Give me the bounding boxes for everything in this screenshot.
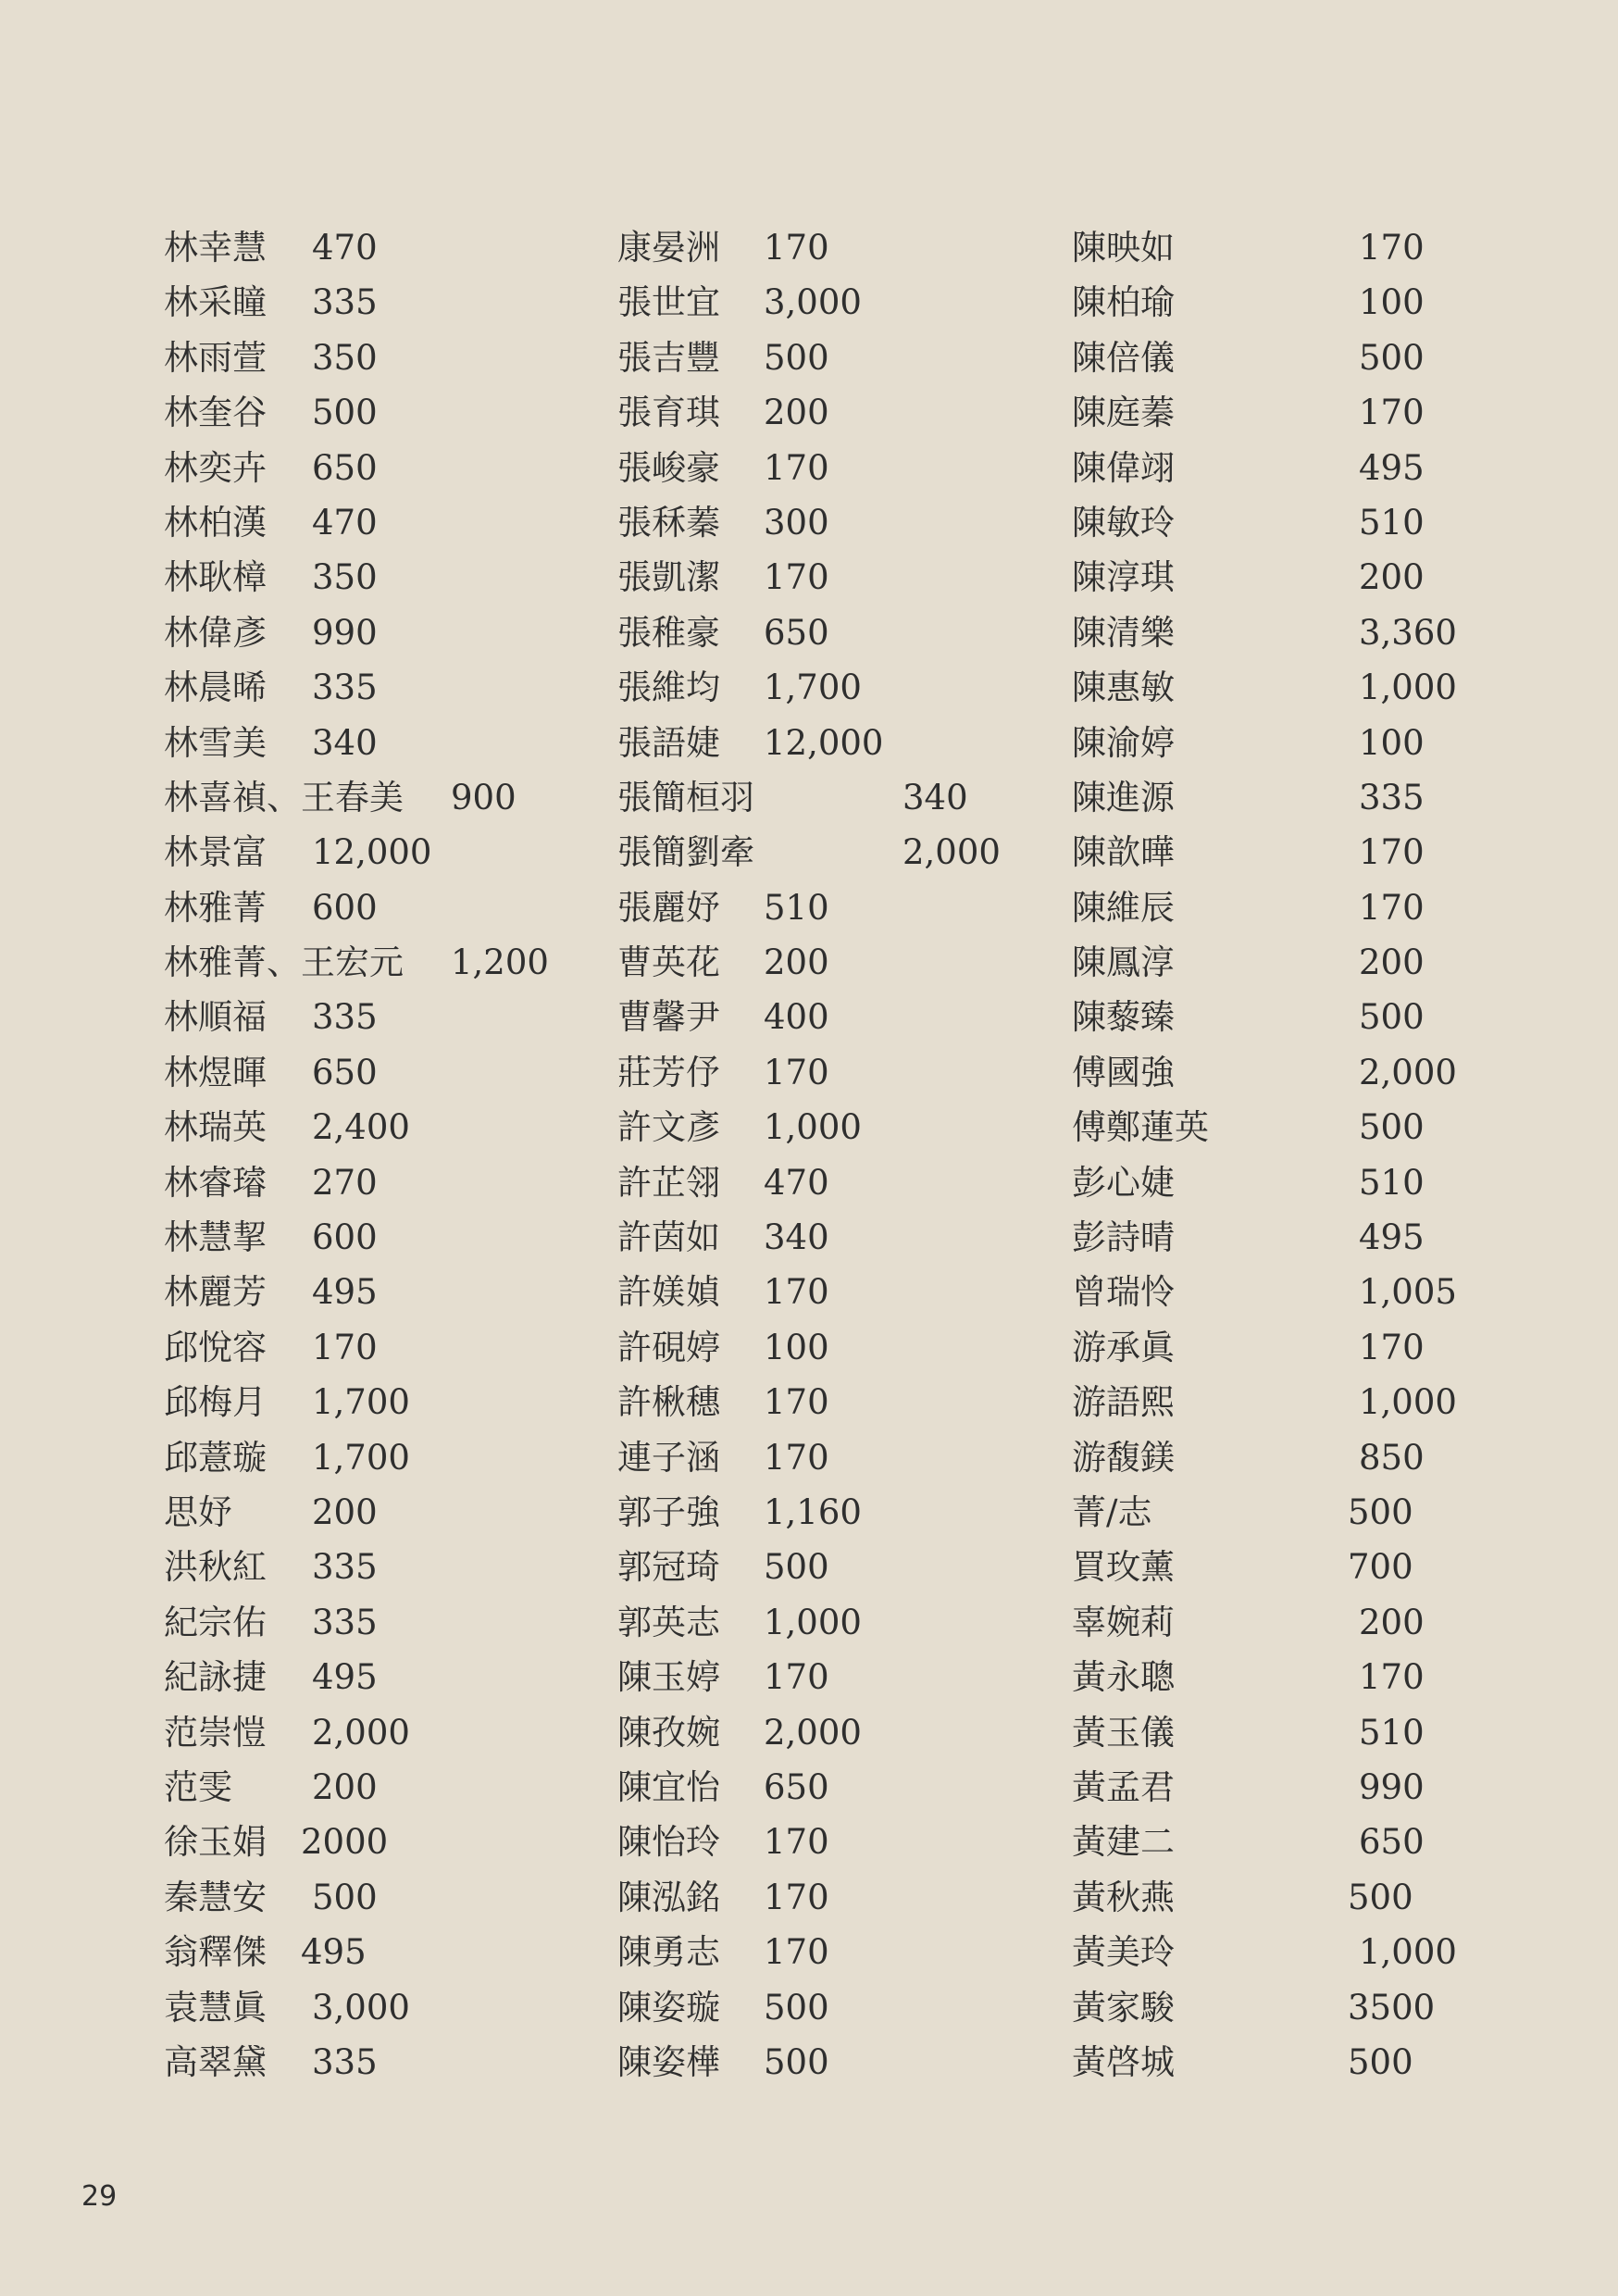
donation-amount: 1,700 (764, 668, 862, 708)
donor-name: 曾瑞怜 (1072, 1272, 1175, 1313)
donation-amount: 650 (764, 612, 829, 653)
donor-name: 黃美玲 (1072, 1932, 1175, 1973)
donor-name: 林雪美 (164, 722, 267, 763)
donation-amount: 170 (1359, 1657, 1425, 1698)
donation-amount: 200 (764, 942, 829, 983)
donor-name: 郭子強 (617, 1491, 720, 1532)
donation-amount: 200 (1359, 557, 1425, 598)
donation-amount: 335 (312, 668, 378, 708)
donation-amount: 12,000 (764, 722, 884, 763)
donation-amount: 200 (764, 393, 829, 433)
donation-amount: 1,700 (312, 1437, 410, 1478)
donation-amount: 400 (764, 997, 829, 1038)
donor-name: 張麗妤 (617, 887, 720, 928)
donor-name: 紀宗佑 (164, 1602, 267, 1642)
donation-amount: 495 (312, 1657, 378, 1698)
donation-amount: 200 (1359, 942, 1425, 983)
donation-amount: 500 (312, 393, 378, 433)
donation-amount: 600 (312, 1217, 378, 1258)
donor-name: 邱悅容 (164, 1327, 267, 1367)
donation-amount: 340 (764, 1217, 829, 1258)
donation-amount: 2,000 (902, 832, 1001, 873)
donor-name: 張語婕 (617, 722, 720, 763)
donation-amount: 100 (764, 1327, 829, 1367)
donor-name: 黃孟君 (1072, 1766, 1175, 1807)
donor-name: 陳藜臻 (1072, 997, 1175, 1038)
donor-name: 范崇愷 (164, 1712, 267, 1753)
donor-name: 連子涵 (617, 1437, 720, 1478)
donation-amount: 12,000 (312, 832, 432, 873)
donor-name: 陳宜怡 (617, 1766, 720, 1807)
donor-name: 陳庭蓁 (1072, 393, 1175, 433)
donation-amount: 170 (764, 1272, 829, 1313)
donation-amount: 3,000 (764, 282, 862, 323)
donation-amount: 495 (1359, 1217, 1425, 1258)
donation-amount: 170 (764, 1382, 829, 1423)
donor-name: 陳惠敏 (1072, 668, 1175, 708)
donor-name: 陳淳琪 (1072, 557, 1175, 598)
donation-amount: 335 (312, 997, 378, 1038)
donation-amount: 900 (451, 777, 517, 817)
donation-amount: 170 (1359, 393, 1425, 433)
donation-amount: 510 (764, 887, 829, 928)
donor-name: 林慧挈 (164, 1217, 267, 1258)
donation-amount: 1,005 (1359, 1272, 1457, 1313)
donor-name: 陳進源 (1072, 777, 1175, 817)
donation-amount: 500 (764, 1987, 829, 2028)
donation-amount: 500 (764, 337, 829, 378)
donation-amount: 510 (1359, 1162, 1425, 1203)
donor-name: 張育琪 (617, 393, 720, 433)
donor-name: 林柏漢 (164, 502, 267, 543)
donation-amount: 650 (312, 1052, 378, 1092)
donation-amount: 335 (312, 1602, 378, 1642)
donor-name: 陳勇志 (617, 1932, 720, 1973)
donation-amount: 990 (1359, 1766, 1425, 1807)
donor-name: 邱薏璇 (164, 1437, 267, 1478)
donation-amount: 335 (312, 282, 378, 323)
donation-amount: 650 (312, 447, 378, 488)
donor-name: 陳泓銘 (617, 1877, 720, 1917)
donor-name: 林晨晞 (164, 668, 267, 708)
donation-amount: 500 (1348, 1491, 1413, 1532)
donor-name: 陳映如 (1072, 228, 1175, 268)
donor-name: 黃永聰 (1072, 1657, 1175, 1698)
donation-amount: 650 (764, 1766, 829, 1807)
donation-amount: 350 (312, 337, 378, 378)
donation-amount: 1,000 (764, 1602, 862, 1642)
donor-name: 邱梅月 (164, 1382, 267, 1423)
donor-name: 林景富 (164, 832, 267, 873)
donor-name: 許茵如 (617, 1217, 720, 1258)
donation-amount: 170 (764, 228, 829, 268)
donation-amount: 500 (1359, 997, 1425, 1038)
donor-name: 張世宜 (617, 282, 720, 323)
donation-amount: 170 (1359, 832, 1425, 873)
donation-amount: 340 (902, 777, 968, 817)
donor-name: 傅鄭蓮英 (1072, 1107, 1209, 1148)
donation-amount: 200 (1359, 1602, 1425, 1642)
donation-amount: 1,000 (1359, 1932, 1457, 1973)
donation-amount: 500 (764, 1547, 829, 1588)
donation-amount: 170 (764, 1052, 829, 1092)
donation-amount: 500 (1348, 1877, 1413, 1917)
donor-name: 張凱潔 (617, 557, 720, 598)
donation-amount: 270 (312, 1162, 378, 1203)
donor-name: 張簡劉牽 (617, 832, 754, 873)
donation-amount: 3500 (1348, 1987, 1436, 2028)
donation-amount: 170 (764, 447, 829, 488)
donor-name: 陳渝婷 (1072, 722, 1175, 763)
donor-name: 高翠黛 (164, 2041, 267, 2082)
donor-name: 陳敏玲 (1072, 502, 1175, 543)
donor-name: 林雅菁、王宏元 (164, 942, 404, 983)
donor-name: 林耿樟 (164, 557, 267, 598)
donor-name: 黃秋燕 (1072, 1877, 1175, 1917)
donor-name: 徐玉娟 (164, 1822, 267, 1863)
donation-amount: 500 (764, 2041, 829, 2082)
donor-name: 林睿璿 (164, 1162, 267, 1203)
donor-name: 許文彥 (617, 1107, 720, 1148)
donor-name: 許芷翎 (617, 1162, 720, 1203)
donation-amount: 650 (1359, 1822, 1425, 1863)
donation-amount: 2,400 (312, 1107, 410, 1148)
donor-name: 林奕卉 (164, 447, 267, 488)
donation-amount: 1,000 (1359, 668, 1457, 708)
donor-name: 黃家駿 (1072, 1987, 1175, 2028)
donor-name: 游馥鎂 (1072, 1437, 1175, 1478)
donor-name: 陳鳳淳 (1072, 942, 1175, 983)
donor-name: 曹馨尹 (617, 997, 720, 1038)
donation-amount: 700 (1348, 1547, 1413, 1588)
donor-name: 陳柏瑜 (1072, 282, 1175, 323)
donor-name: 林幸慧 (164, 228, 267, 268)
donor-name: 林麗芳 (164, 1272, 267, 1313)
donation-amount: 2,000 (312, 1712, 410, 1753)
donation-amount: 350 (312, 557, 378, 598)
donor-name: 游承眞 (1072, 1327, 1175, 1367)
donor-name: 張峻豪 (617, 447, 720, 488)
donor-name: 林瑞英 (164, 1107, 267, 1148)
donation-amount: 3,360 (1359, 612, 1457, 653)
donor-name: 辜婉莉 (1072, 1602, 1175, 1642)
donation-amount: 600 (312, 887, 378, 928)
donor-name: 張稚豪 (617, 612, 720, 653)
donation-amount: 170 (1359, 887, 1425, 928)
donation-amount: 495 (312, 1272, 378, 1313)
donor-name: 張秝蓁 (617, 502, 720, 543)
donation-amount: 200 (312, 1766, 378, 1807)
donation-amount: 170 (764, 1822, 829, 1863)
donor-name: 郭英志 (617, 1602, 720, 1642)
donor-name: 洪秋紅 (164, 1547, 267, 1588)
donation-amount: 500 (312, 1877, 378, 1917)
donation-amount: 100 (1359, 282, 1425, 323)
donation-amount: 1,000 (764, 1107, 862, 1148)
donation-amount: 200 (312, 1491, 378, 1532)
donor-name: 范雯 (164, 1766, 232, 1807)
donation-amount: 335 (312, 2041, 378, 2082)
donor-name: 陳歆曄 (1072, 832, 1175, 873)
donation-amount: 335 (1359, 777, 1425, 817)
donor-name: 游語熙 (1072, 1382, 1175, 1423)
donation-amount: 340 (312, 722, 378, 763)
donor-name: 莊芳伃 (617, 1052, 720, 1092)
donor-name: 曹英花 (617, 942, 720, 983)
donation-amount: 1,000 (1359, 1382, 1457, 1423)
donor-name: 陳偉翊 (1072, 447, 1175, 488)
donation-amount: 990 (312, 612, 378, 653)
donor-name: 買玫薰 (1072, 1547, 1175, 1588)
donation-amount: 850 (1359, 1437, 1425, 1478)
donation-amount: 500 (1359, 1107, 1425, 1148)
donation-amount: 1,200 (451, 942, 549, 983)
donation-amount: 1,160 (764, 1491, 862, 1532)
donor-name: 林偉彥 (164, 612, 267, 653)
donor-name: 陳怡玲 (617, 1822, 720, 1863)
donation-amount: 300 (764, 502, 829, 543)
donor-name: 彭心婕 (1072, 1162, 1175, 1203)
donor-name: 張簡桓羽 (617, 777, 754, 817)
donation-amount: 170 (764, 1657, 829, 1698)
donor-name: 黃建二 (1072, 1822, 1175, 1863)
donation-amount: 510 (1359, 502, 1425, 543)
donation-amount: 170 (764, 1437, 829, 1478)
donor-name: 林順福 (164, 997, 267, 1038)
donor-name: 許楸穗 (617, 1382, 720, 1423)
donor-name: 林雨萱 (164, 337, 267, 378)
donor-name: 林雅菁 (164, 887, 267, 928)
donation-amount: 170 (764, 1932, 829, 1973)
donation-amount: 2000 (301, 1822, 389, 1863)
donor-name: 林奎谷 (164, 393, 267, 433)
donor-name: 陳姿璇 (617, 1987, 720, 2028)
donor-name: 袁慧眞 (164, 1987, 267, 2028)
donation-amount: 470 (764, 1162, 829, 1203)
donation-amount: 170 (1359, 1327, 1425, 1367)
donation-amount: 335 (312, 1547, 378, 1588)
donor-name: 傅國強 (1072, 1052, 1175, 1092)
donor-name: 紀詠捷 (164, 1657, 267, 1698)
donor-name: 翁釋傑 (164, 1932, 267, 1973)
donation-amount: 170 (1359, 228, 1425, 268)
donor-name: 許媄媜 (617, 1272, 720, 1313)
donor-name: 陳清樂 (1072, 612, 1175, 653)
donation-amount: 470 (312, 502, 378, 543)
donor-name: 彭詩晴 (1072, 1217, 1175, 1258)
donation-amount: 470 (312, 228, 378, 268)
donation-amount: 100 (1359, 722, 1425, 763)
donation-amount: 495 (301, 1932, 367, 1973)
donor-name: 陳維辰 (1072, 887, 1175, 928)
donation-amount: 2,000 (764, 1712, 862, 1753)
donation-amount: 1,700 (312, 1382, 410, 1423)
donor-name: 陳倍儀 (1072, 337, 1175, 378)
page-number: 29 (81, 2180, 118, 2213)
donor-name: 林煜暉 (164, 1052, 267, 1092)
donation-amount: 3,000 (312, 1987, 410, 2028)
donor-name: 張維均 (617, 668, 720, 708)
donor-name: 康晏洲 (617, 228, 720, 268)
donor-name: 林采瞳 (164, 282, 267, 323)
donation-amount: 500 (1348, 2041, 1413, 2082)
donor-name: 陳姿樺 (617, 2041, 720, 2082)
donation-amount: 170 (764, 557, 829, 598)
donor-name: 張吉豐 (617, 337, 720, 378)
donor-name: 菁/志 (1072, 1491, 1152, 1532)
donor-name: 郭冠琦 (617, 1547, 720, 1588)
donation-amount: 495 (1359, 447, 1425, 488)
donor-name: 許硯婷 (617, 1327, 720, 1367)
donation-amount: 2,000 (1359, 1052, 1457, 1092)
donation-amount: 510 (1359, 1712, 1425, 1753)
donor-name: 黃啓城 (1072, 2041, 1175, 2082)
donor-name: 黃玉儀 (1072, 1712, 1175, 1753)
donor-name: 秦慧安 (164, 1877, 267, 1917)
donation-amount: 500 (1359, 337, 1425, 378)
donor-name: 陳孜婉 (617, 1712, 720, 1753)
donor-name: 思妤 (164, 1491, 232, 1532)
donor-name: 林喜禎、王春美 (164, 777, 404, 817)
donation-amount: 170 (764, 1877, 829, 1917)
donation-amount: 170 (312, 1327, 378, 1367)
donor-name: 陳玉婷 (617, 1657, 720, 1698)
